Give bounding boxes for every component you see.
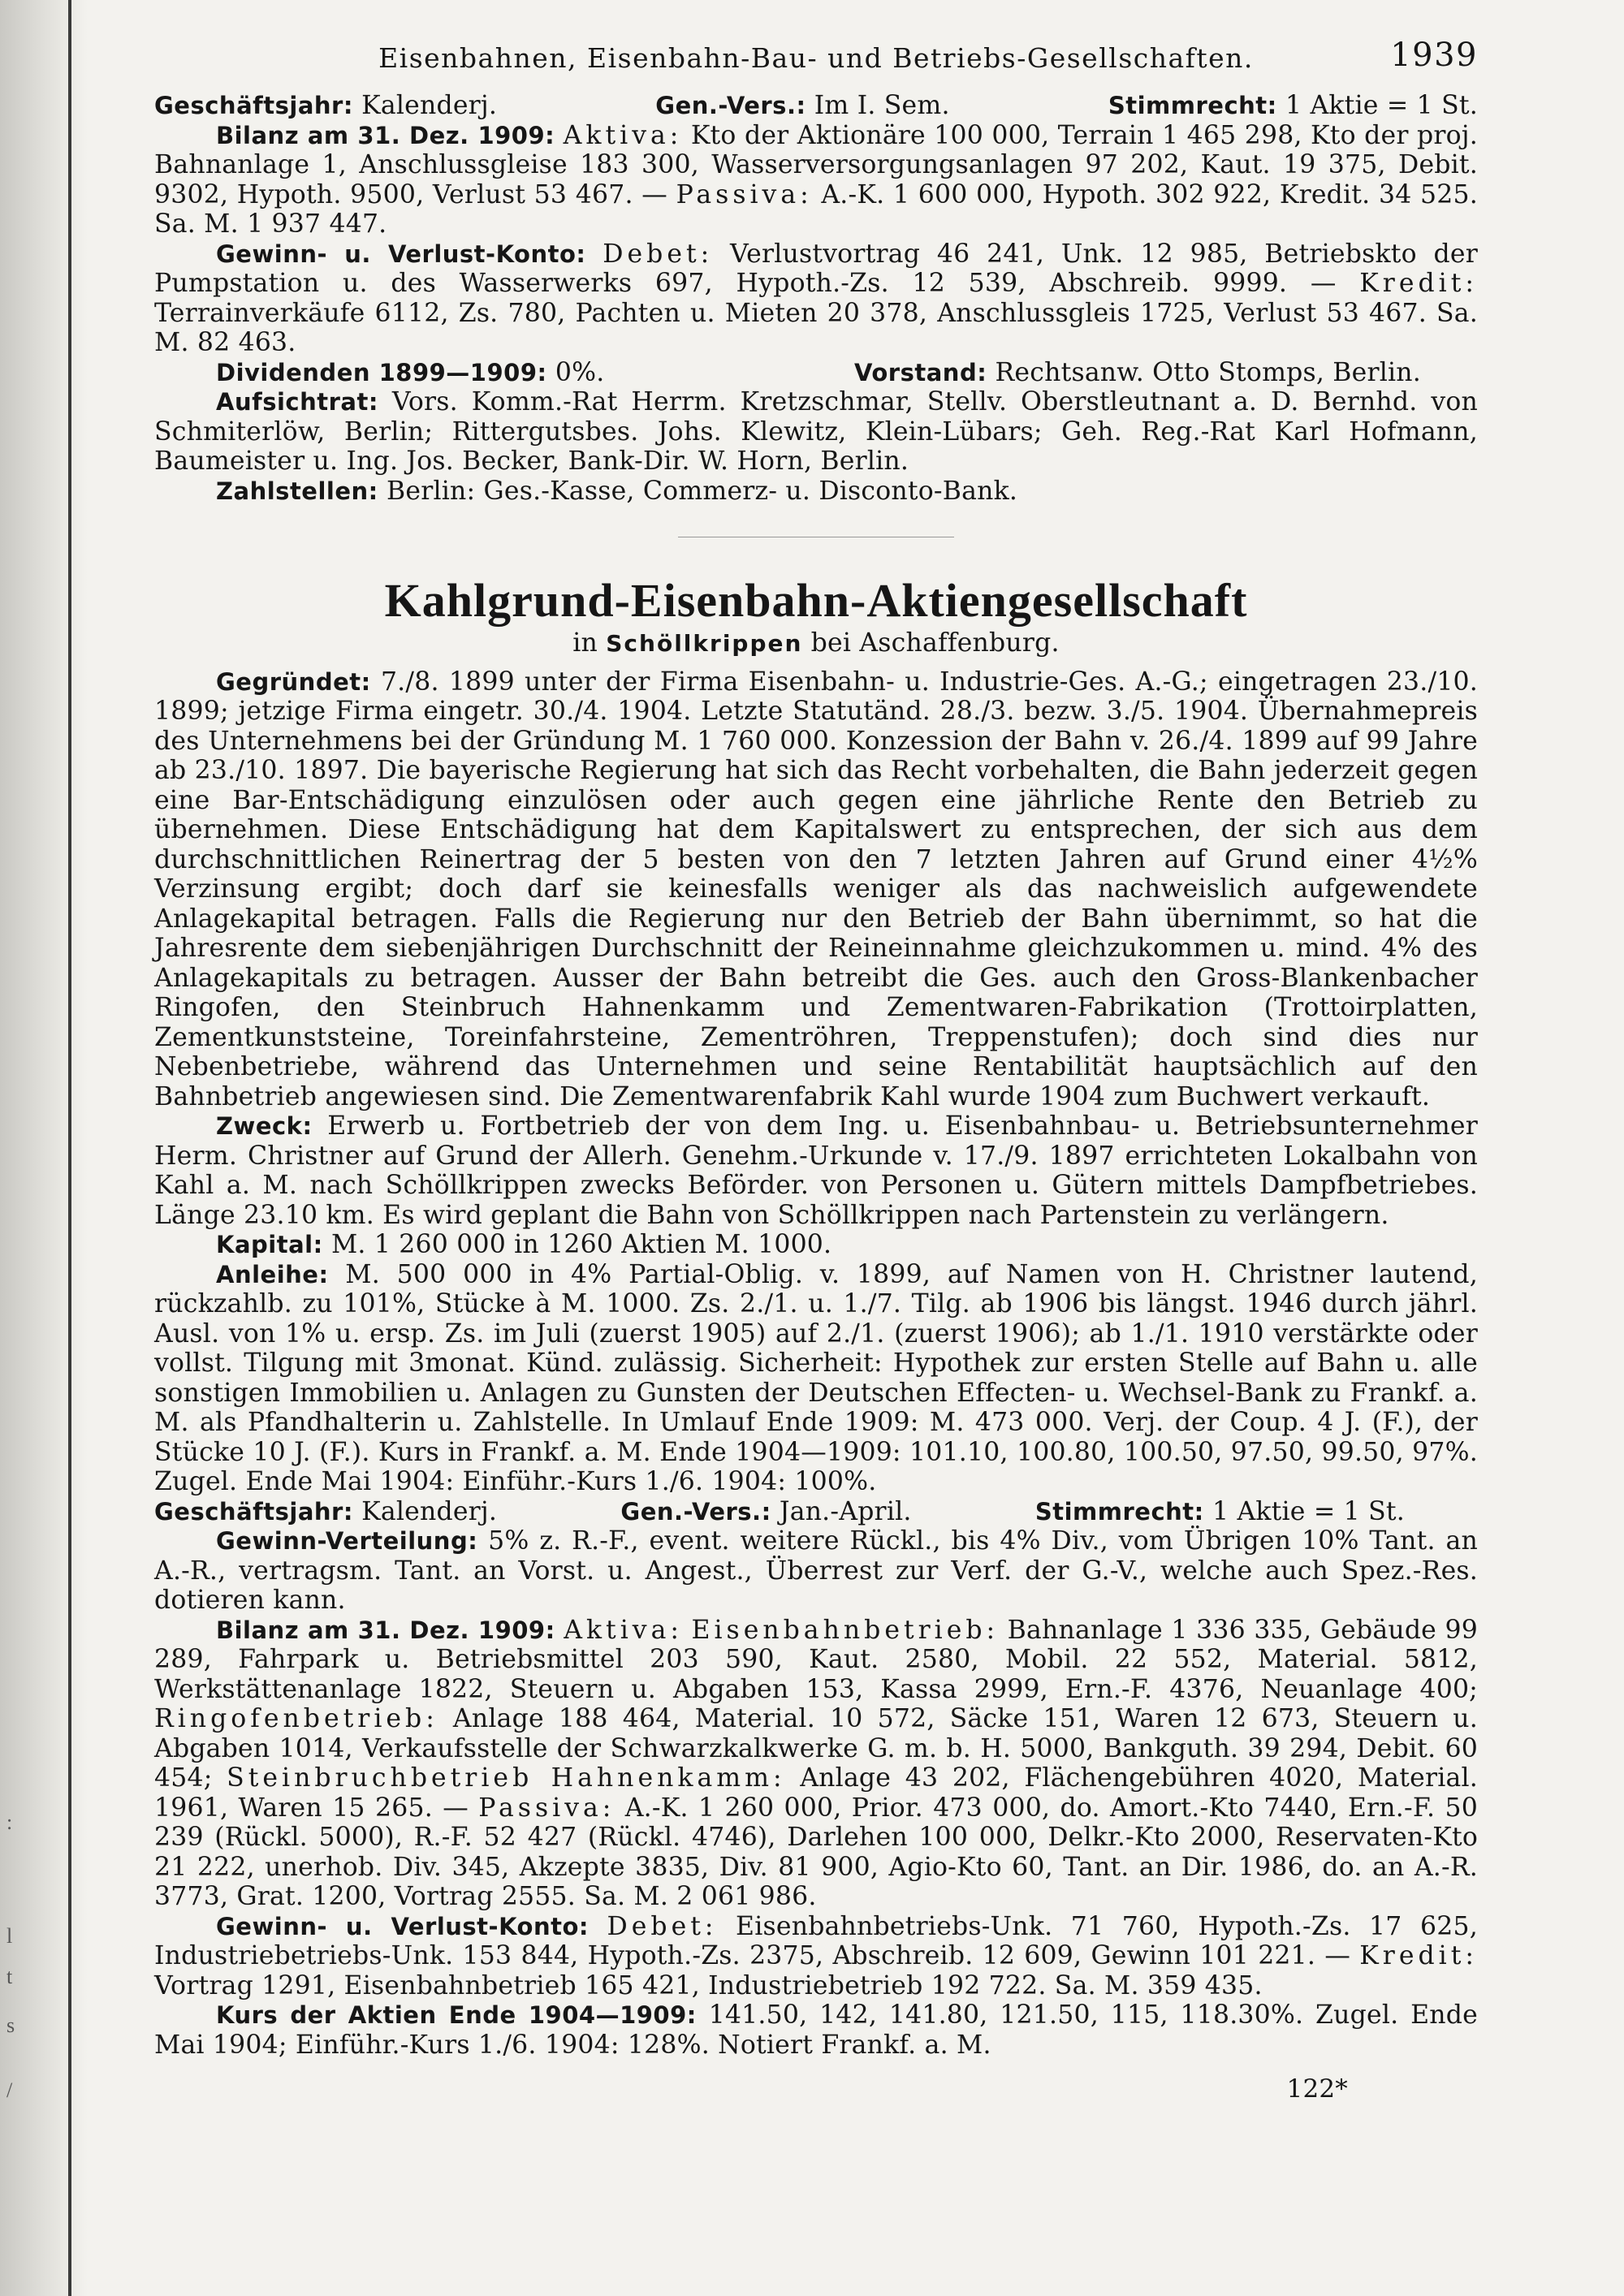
page-number: 1939	[1390, 37, 1478, 74]
edge-mark: t	[6, 1965, 13, 1988]
company-title: Kahlgrund-Eisenbahn-Aktiengesellschaft	[384, 574, 1248, 627]
anleihe-paragraph: Anleihe: M. 500 000 in 4% Partial-Oblig. v. 1899, auf Namen von H. Christner lautend, rückzahlb. zu 101%, Stücke à M. 1000. Zs. 2./1. u. 1./7. Tilg. ab 1906 bis längst. 1946 durch jährl. Ausl. von 1% u. ersp. Zs. im Juli (zuerst 1905) auf 2./1. (zuerst 1906); ab 1./1. 1910 verstärkte oder vollst. Tilgung mit 3monat. Künd. zulässig. Sicherheit: Hypothek zur ersten Stelle auf Bahn u. alle sonstigen Immobilien u. Anlagen zu Gunsten der Deutschen Effecten- u. Wechsel-Bank zu Frankf. a. M. als Pfandhalterin u. Zahlstelle. In Umlauf Ende 1909: M. 473 000. Verj. der Coup. 4 J. (F.), der Stücke 10 J. (F.). Kurs in Frankf. a. M. Ende 1904—1909: 101.10, 100.80, 100.50, 97.50, 99.50, 97%. Zugel. Ende Mai 1904: Einführ.-Kurs 1./6. 1904: 100%.	[154, 1259, 1479, 1496]
gegruendet-paragraph: Gegründet: 7./8. 1899 unter der Firma Eisenbahn- u. Industrie-Ges. A.-G.; eingetragen 23./10. 1899; jetzige Firma eingetr. 30./4. 1904. Letzte Statutänd. 28./3. bezw. 3./5. 1904. Übernahmepreis des Unternehmens bei der Gründung M. 1 760 000. Konzession der Bahn v. 26./4. 1899 auf 99 Jahre ab 23./10. 1897. Die bayerische Regierung hat sich das Recht vorbehalten, die Bahn jederzeit gegen eine Bar-Entschädigung einzulösen oder auch gegen eine jährliche Rente den Betrieb zu übernehmen. Diese Entschädigung hat dem Kapitalswert zu entsprechen, der sich aus dem durchschnittlichen Reinertrag der 5 besten von den 7 letzten Jahren auf Grund einer 4½% Verzinsung ergibt; doch darf sie keinesfalls weniger als das nachweislich aufgewendete Anlagekapital betragen. Falls die Regierung nur den Betrieb der Bahn übernimmt, so hat die Jahresrente dem siebenjährigen Durchschnitt der Reineinnahme gleichzukommen u. mind. 4% des Anlagekapitals zu betragen. Ausser der Bahn betreibt die Ges. auch den Gross-Blankenbacher Ringofen, den Steinbruch Hahnenkamm und Zementwaren-Fabrikation (Trottoirplatten, Zementkunststeine, Toreinfahrsteine, Zementröhren, Treppenstufen); doch sind dies nur Nebenbetriebe, während das Unternehmen und seine Rentabilität hauptsächlich auf den Bahnbetrieb angewiesen sind. Die Zementwarenfabrik Kahl wurde 1904 zum Buchwert verkauft.	[154, 667, 1479, 1111]
aufsichtsrat-paragraph: Aufsichtrat: Vors. Komm.-Rat Herrm. Kretzschmar, Stellv. Oberstleutnant a. D. Bernhd. von Schmiterlöw, Berlin; Rittergutsbes. Johs. Klewitz, Klein-Lübars; Geh. Reg.-Rat Karl Hofmann, Baumeister u. Ing. Jos. Becker, Bank-Dir. W. Horn, Berlin.	[154, 387, 1478, 476]
vorstand: Vorstand: Rechtsanw. Otto Stomps, Berlin.	[854, 357, 1421, 387]
zahlstellen-paragraph: Zahlstellen: Berlin: Ges.-Kasse, Commerz- u. Disconto-Bank.	[216, 476, 1018, 506]
meta-geschaeftsjahr: Geschäftsjahr: Kalenderj.	[154, 1496, 498, 1526]
running-title: Eisenbahnen, Eisenbahn-Bau- und Betriebs-Gesellschaften.	[378, 42, 1254, 74]
meta-row	[154, 91, 1478, 121]
company-entry-kahlgrund	[154, 573, 1478, 2060]
running-head	[154, 37, 1478, 91]
kurs-paragraph: Kurs der Aktien Ende 1904—1909: 141.50, 142, 141.80, 121.50, 115, 118.30%. Zugel. Ende Mai 1904; Einführ.-Kurs 1./6. 1904: 128%. Notiert Frankf. a. M.	[154, 2000, 1478, 2060]
company-location: in Schöllkrippen bei Aschaffenburg.	[572, 628, 1060, 658]
edge-mark: l	[6, 1924, 13, 1948]
binding-rule	[68, 0, 71, 2296]
meta-geschaeftsjahr: Geschäftsjahr: Kalenderj.	[154, 91, 498, 120]
dividenden: Dividenden 1899—1909: 0%.	[216, 357, 605, 387]
book-binding-shadow	[0, 0, 88, 2296]
dividenden-vorstand-row	[154, 358, 1478, 388]
guv-paragraph: Gewinn- u. Verlust-Konto: Debet: Eisenbahnbetriebs-Unk. 71 760, Hypoth.-Zs. 17 625, Industriebetriebs-Unk. 153 844, Hypoth.-Zs. 2375, Abschreib. 12 609, Gewinn 101 221. — Kredit: Vortrag 1291, Eisenbahnbetrieb 165 421, Industriebetrieb 192 722. Sa. M. 359 435.	[154, 1911, 1479, 2000]
bilanz-paragraph: Bilanz am 31. Dez. 1909: Aktiva: Eisenbahnbetrieb: Bahnanlage 1 336 335, Gebäude 99 289, Fahrpark u. Betriebsmittel 203 590, Kaut. 2580, Mobil. 22 552, Material. 5812, Werkstättenanlage 1822, Steuern u. Abgaben 153, Kassa 2999, Ern.-F. 4376, Neuanlage 400; Ringofenbetrieb: Anlage 188 464, Material. 10 572, Säcke 151, Waren 12 673, Steuern u. Abgaben 1014, Verkaufsstelle der Schwarzkalkwerke G. m. b. H. 5000, Bankguth. 39 294, Debit. 60 454; Steinbruchbetrieb Hahnenkamm: Anlage 43 202, Flächengebühren 4020, Material. 1961, Waren 15 265. — Passiva: A.-K. 1 260 000, Prior. 473 000, do. Amort.-Kto 7440, Ern.-F. 50 239 (Rückl. 5000), R.-F. 52 427 (Rückl. 4746), Darlehen 100 000, Delkr.-Kto 2000, Reservaten-Kto 21 222, unerhob. Div. 345, Akzepte 3835, Div. 81 900, Agio-Kto 60, Tant. an Dir. 1986, do. an A.-R. 3773, Grat. 1200, Vortrag 2555. Sa. M. 2 061 986.	[154, 1615, 1479, 1911]
edge-mark: :	[6, 1810, 13, 1834]
kapital-paragraph: Kapital: M. 1 260 000 in 1260 Aktien M. 1000.	[216, 1230, 832, 1259]
bilanz-paragraph: Bilanz am 31. Dez. 1909: Aktiva: Kto der Aktionäre 100 000, Terrain 1 465 298, Kto der proj. Bahnanlage 1, Anschlussgleise 183 300, Wasserversorgungsanlagen 97 202, Kaut. 19 375, Debit. 9302, Hypoth. 9500, Verlust 53 467. — Passiva: A.-K. 1 600 000, Hypoth. 302 922, Kredit. 34 525. Sa. M. 1 937 447.	[154, 120, 1478, 239]
page-body	[154, 37, 1479, 2104]
meta-gen-vers: Gen.-Vers.: Jan.-April.	[620, 1496, 912, 1526]
meta-row	[154, 1497, 1478, 1527]
previous-company-entry	[154, 91, 1478, 506]
edge-mark: s	[6, 2013, 15, 2037]
edge-mark: /	[6, 2078, 13, 2102]
guv-paragraph: Gewinn- u. Verlust-Konto: Debet: Verlustvortrag 46 241, Unk. 12 985, Betriebskto der Pumpstation u. des Wasserwerks 697, Hypoth.-Zs. 12 539, Abschreib. 9999. — Kredit: Terrainverkäufe 6112, Zs. 780, Pachten u. Mieten 20 378, Anschlussgleis 1725, Verlust 53 467. Sa. M. 82 463.	[154, 239, 1478, 357]
gewinn-verteilung-paragraph: Gewinn-Verteilung: 5% z. R.-F., event. weitere Rückl., bis 4% Div., vom Übrigen 10% Tant. an A.-R., vertragsm. Tant. an Vorst. u. Angest., Überrest zur Verf. der G.-V., welche auch Spez.-Res. dotieren kann.	[154, 1526, 1478, 1615]
signature-mark: 122*	[1286, 2074, 1348, 2104]
meta-stimmrecht: Stimmrecht: 1 Aktie = 1 St.	[1108, 91, 1478, 120]
meta-gen-vers: Gen.-Vers.: Im I. Sem.	[655, 91, 950, 120]
zweck-paragraph: Zweck: Erwerb u. Fortbetrieb der von dem Ing. u. Eisenbahnbau- u. Betriebsunternehmer Herm. Christner auf Grund der Allerh. Genehm.-Urkunde v. 17./9. 1897 errichteten Lokalbahn von Kahl a. M. nach Schöllkrippen zwecks Beförder. von Personen u. Gütern mittels Dampfbetriebes. Länge 23.10 km. Es wird geplant die Bahn von Schöllkrippen nach Partenstein zu verlängern.	[154, 1111, 1478, 1230]
meta-stimmrecht: Stimmrecht: 1 Aktie = 1 St.	[1034, 1496, 1405, 1526]
